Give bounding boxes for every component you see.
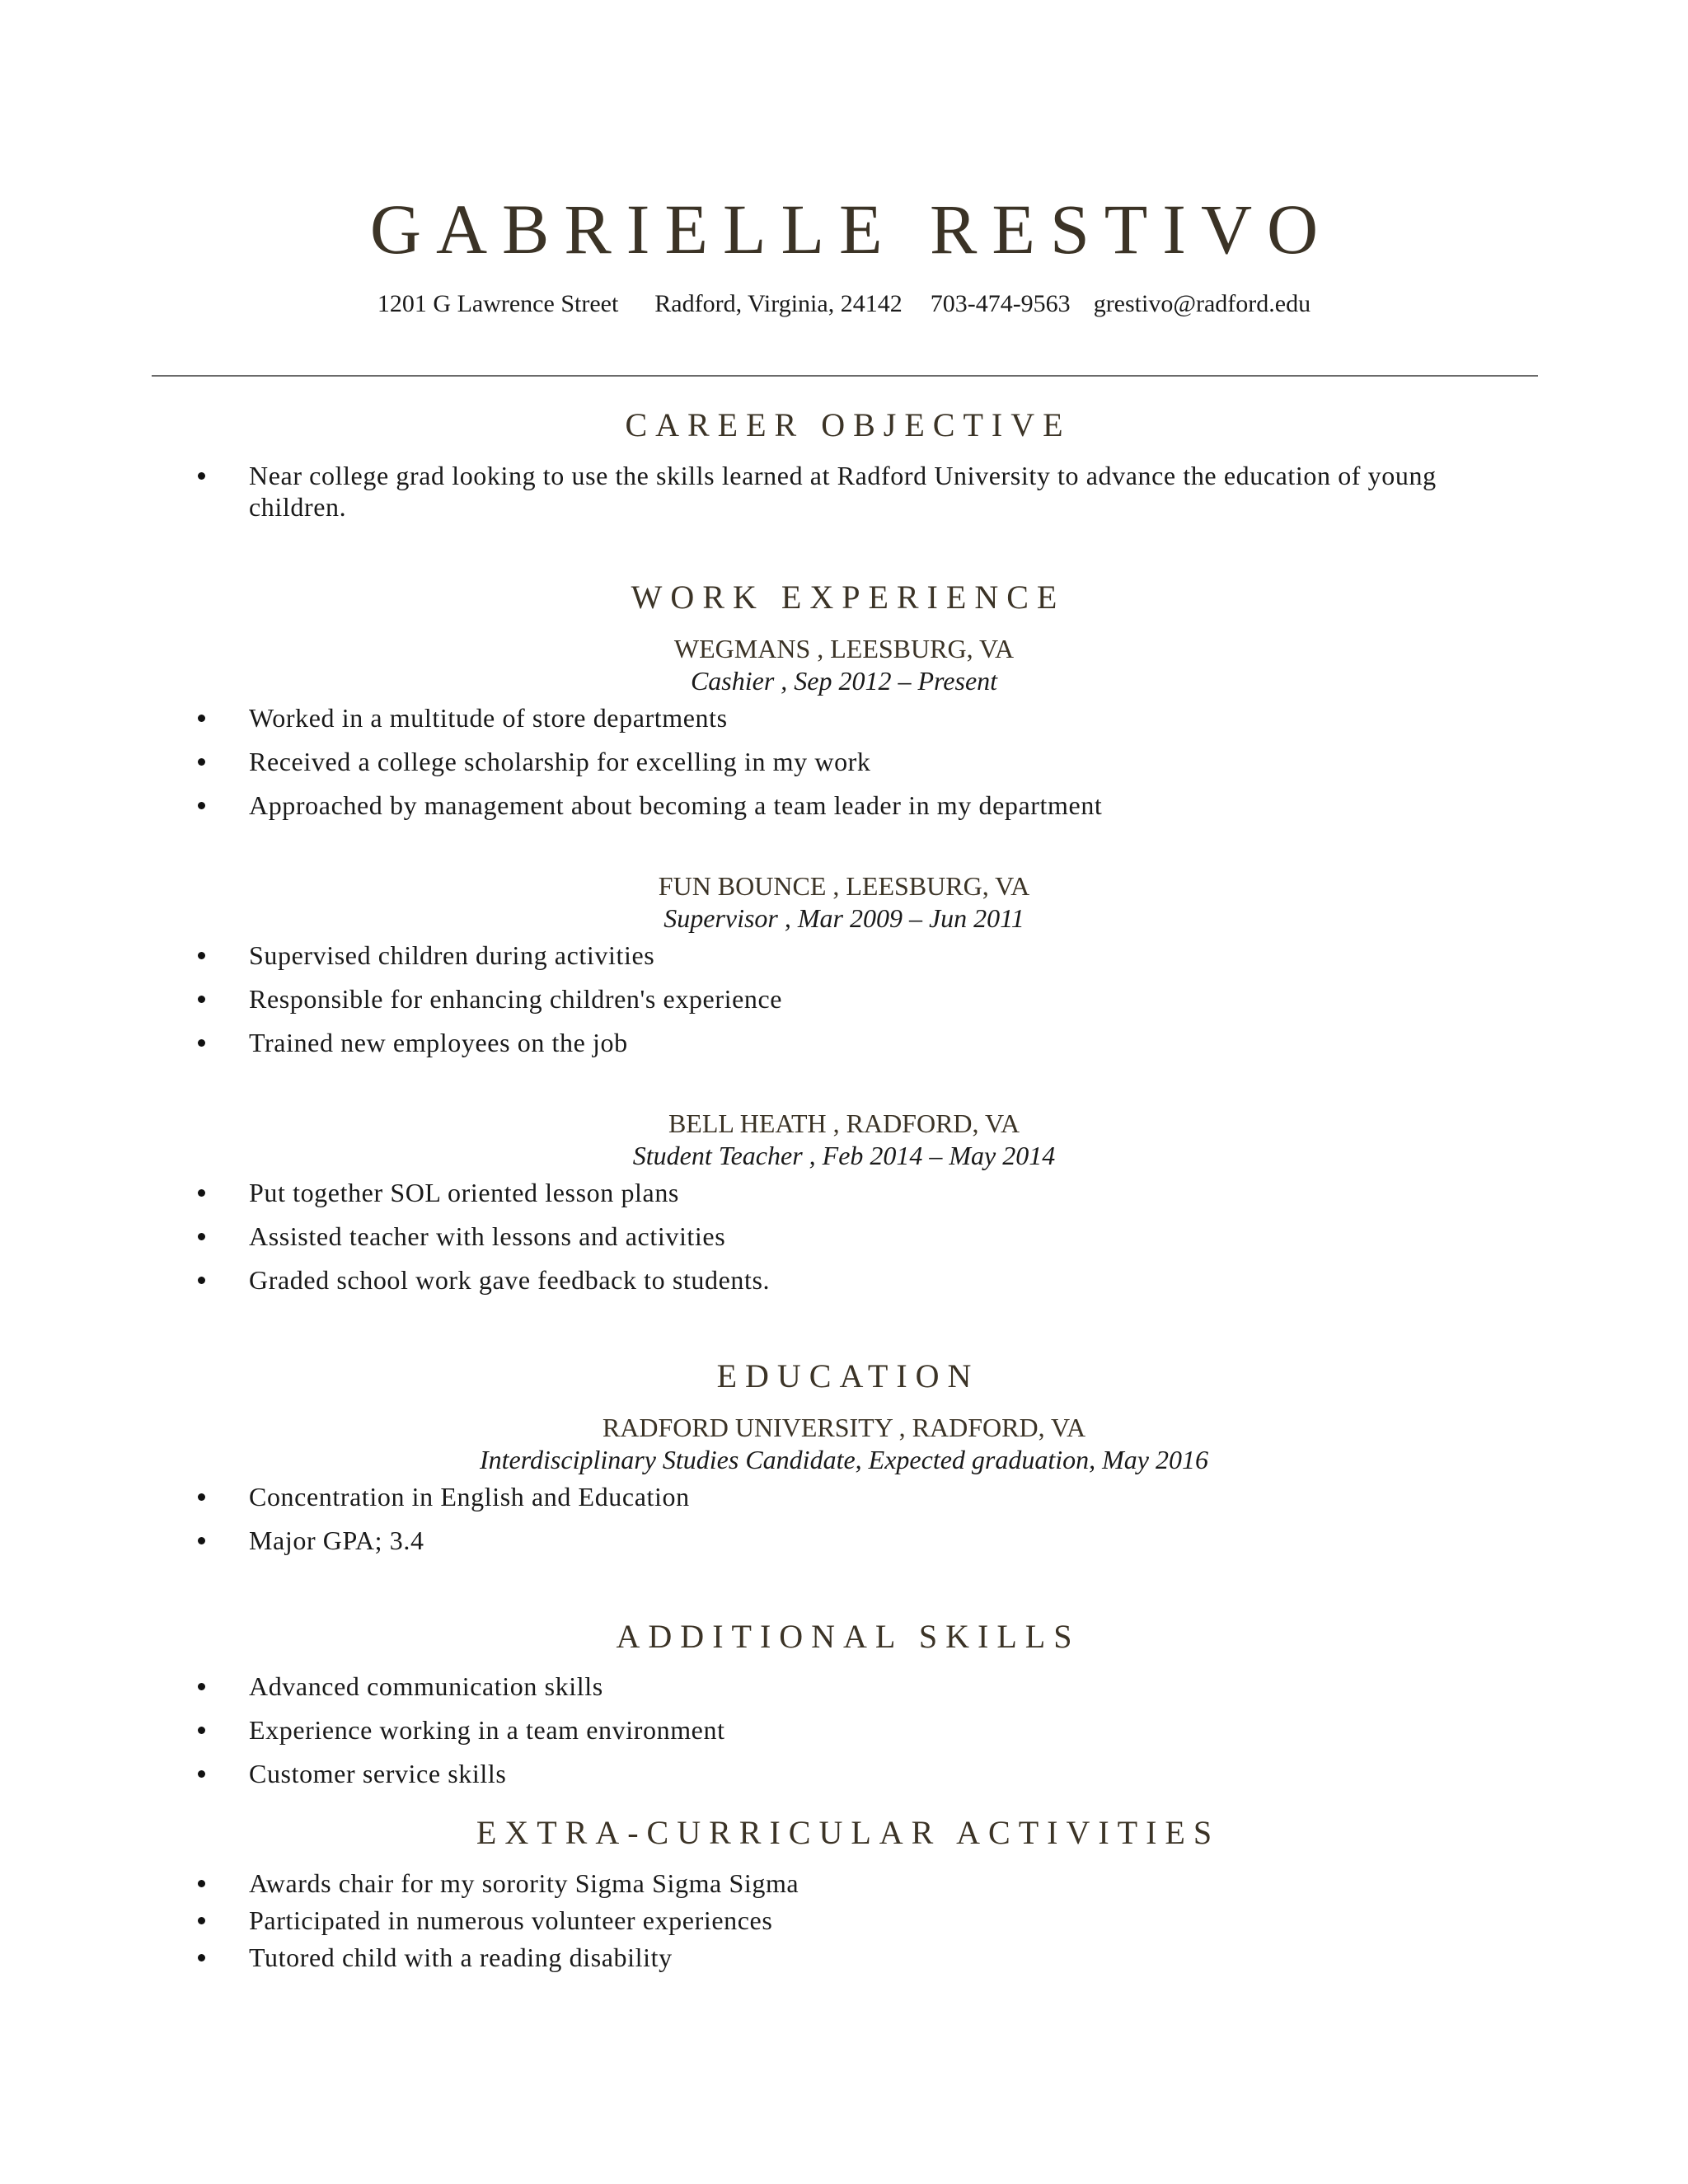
section-heading-extracurricular: EXTRA-CURRICULAR ACTIVITIES xyxy=(476,1814,1221,1851)
list-item-text: Experience working in a team environment xyxy=(249,1715,725,1745)
education-org: RADFORD UNIVERSITY , RADFORD, VA xyxy=(602,1413,1086,1442)
list-item-text: Responsible for enhancing children's experience xyxy=(249,984,783,1014)
list-item-text: Major GPA; 3.4 xyxy=(249,1526,424,1555)
bullet-icon xyxy=(198,715,205,722)
bullet-icon xyxy=(198,1537,205,1544)
bullet-icon xyxy=(198,472,205,480)
bullet-icon xyxy=(198,1189,205,1197)
job-org: BELL HEATH , RADFORD, VA xyxy=(668,1108,1020,1138)
bullet-icon xyxy=(198,1039,205,1047)
bullet-icon xyxy=(198,758,205,766)
job-role: Cashier , Sep 2012 – Present xyxy=(690,666,998,696)
bullet-icon xyxy=(198,1493,205,1501)
list-item-text: Assisted teacher with lessons and activities xyxy=(249,1221,726,1251)
bullet-icon xyxy=(198,996,205,1003)
list-item-text: Worked in a multitude of store departments xyxy=(249,703,728,733)
job-role: Student Teacher , Feb 2014 – May 2014 xyxy=(632,1141,1056,1170)
resume-name: GABRIELLE RESTIVO xyxy=(369,190,1334,269)
contact-street: 1201 G Lawrence Street xyxy=(377,290,619,317)
list-item-text: Awards chair for my sorority Sigma Sigma Sigma xyxy=(249,1868,799,1898)
list-item-text: Supervised children during activities xyxy=(249,940,655,970)
contact-phone: 703-474-9563 xyxy=(930,290,1071,317)
list-item-text: Near college grad looking to use the skills learned at Radford University to advance the education of young children. xyxy=(249,461,1437,522)
section-heading-additional-skills: ADDITIONAL SKILLS xyxy=(616,1618,1081,1655)
bullet-icon xyxy=(198,1277,205,1284)
bullet-icon xyxy=(198,1917,205,1924)
contact-city: Radford, Virginia, 24142 xyxy=(654,290,903,317)
section-heading-work-experience: WORK EXPERIENCE xyxy=(631,579,1066,616)
job-org: WEGMANS , LEESBURG, VA xyxy=(673,634,1015,663)
list-item-text: Received a college scholarship for excelling in my work xyxy=(249,747,871,776)
list-item-text: Advanced communication skills xyxy=(249,1671,603,1701)
section-heading-career-objective: CAREER OBJECTIVE xyxy=(625,406,1071,443)
bullet-icon xyxy=(198,1683,205,1690)
bullet-icon xyxy=(198,1954,205,1961)
bullet-icon xyxy=(198,1880,205,1887)
header-divider xyxy=(152,375,1538,377)
list-item-text: Put together SOL oriented lesson plans xyxy=(249,1178,679,1207)
bullet-icon xyxy=(198,1727,205,1734)
job-org: FUN BOUNCE , LEESBURG, VA xyxy=(658,871,1030,901)
bullet-icon xyxy=(198,952,205,959)
section-heading-education: EDUCATION xyxy=(716,1357,980,1394)
list-item-text: Graded school work gave feedback to students. xyxy=(249,1265,771,1295)
contact-line xyxy=(0,290,1688,318)
list-item-text: Tutored child with a reading disability xyxy=(249,1943,673,1972)
list-item-text: Participated in numerous volunteer experiences xyxy=(249,1905,773,1935)
education-degree: Interdisciplinary Studies Candidate, Expected graduation, May 2016 xyxy=(480,1445,1208,1474)
job-role: Supervisor , Mar 2009 – Jun 2011 xyxy=(663,903,1025,933)
bullet-icon xyxy=(198,802,205,809)
list-item-text: Trained new employees on the job xyxy=(249,1028,628,1057)
bullet-icon xyxy=(198,1233,205,1240)
contact-email: grestivo@radford.edu xyxy=(1093,290,1311,317)
bullet-icon xyxy=(198,1770,205,1778)
list-item-text: Approached by management about becoming a team leader in my department xyxy=(249,790,1103,820)
list-item-text: Concentration in English and Education xyxy=(249,1482,690,1511)
list-item-text: Customer service skills xyxy=(249,1759,507,1788)
